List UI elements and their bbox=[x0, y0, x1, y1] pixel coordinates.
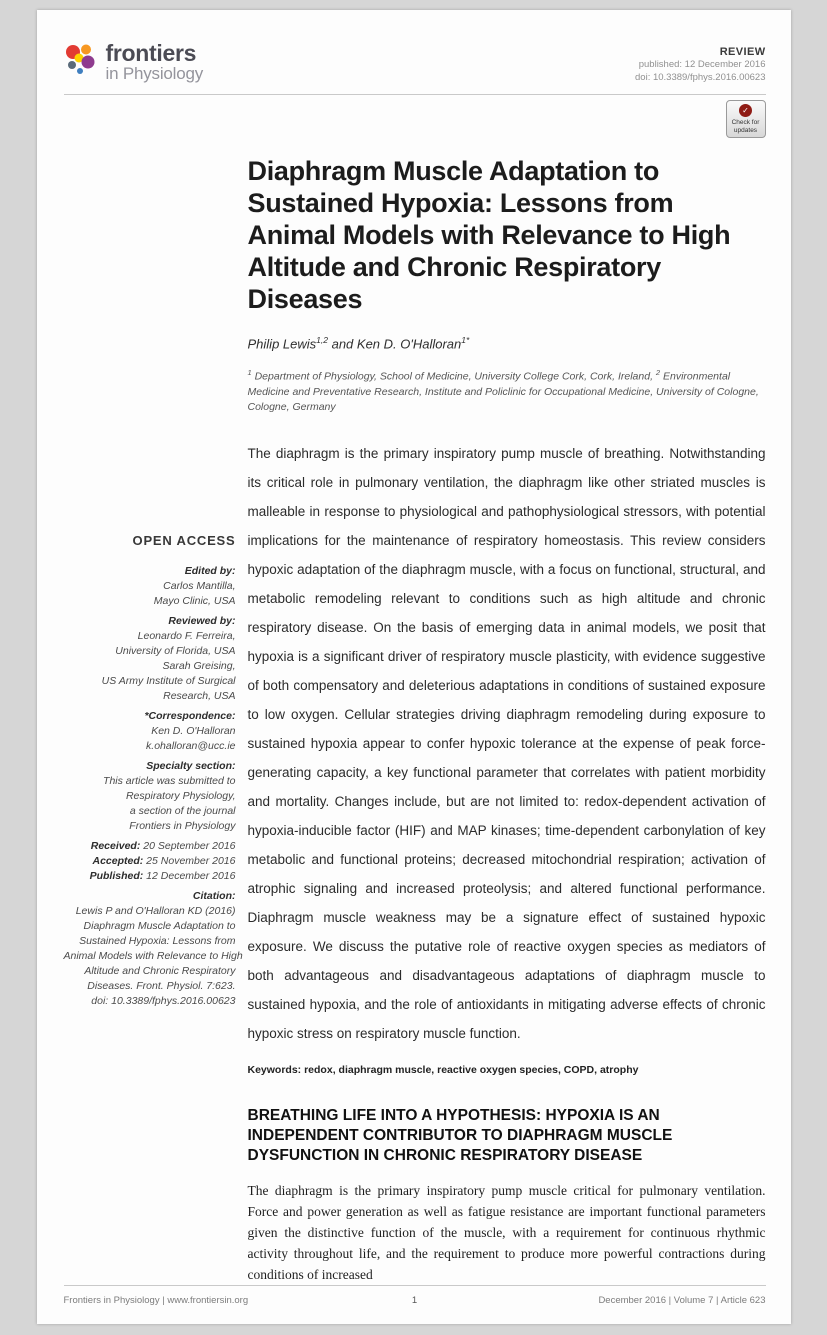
reviewer-line: Research, USA bbox=[163, 690, 236, 702]
article-title: Diaphragm Muscle Adaptation to Sustained Hypoxia: Lessons from Animal Models with Relevance to High Altitude and Chronic Respiratory Diseases bbox=[247, 156, 731, 314]
article-page bbox=[37, 10, 791, 1324]
correspondence-block bbox=[64, 709, 236, 754]
accepted-date: Accepted: 25 November 2016 bbox=[92, 855, 236, 867]
specialty-section-label: Specialty section: bbox=[146, 760, 236, 772]
footer-issue-info: December 2016 | Volume 7 | Article 623 bbox=[598, 1294, 766, 1306]
specialty-line: This article was submitted to bbox=[103, 775, 236, 787]
crossmark-label-line2: updates bbox=[733, 126, 758, 134]
editor-affiliation: Mayo Clinic, USA bbox=[153, 595, 236, 607]
footer-page-number: 1 bbox=[411, 1294, 418, 1306]
authors-connector: and bbox=[327, 336, 357, 352]
history-dates-block bbox=[64, 839, 236, 884]
crossmark-label-line1: Check for bbox=[731, 119, 760, 126]
crossmark-label bbox=[732, 119, 760, 134]
article-main-column bbox=[248, 95, 766, 1285]
keywords-line: Keywords: redox, diaphragm muscle, reactive oxygen species, COPD, atrophy bbox=[247, 1063, 639, 1076]
published-date-sidebar: Published: 12 December 2016 bbox=[89, 870, 236, 882]
specialty-section-block bbox=[64, 759, 236, 834]
body-paragraph: The diaphragm is the primary inspiratory pump muscle critical for pulmonary ventilation. Force and power generation as well as fatigue resistance are important functional parameters given the distinctive function of the muscle, with a requirement for continuous rhythmic activity throughout life, and the requirement to produce more powerful contractions during conditions of increased bbox=[247, 1182, 766, 1282]
header-meta bbox=[635, 43, 765, 84]
authors-line bbox=[248, 335, 766, 351]
frontiers-logo-icon bbox=[64, 43, 98, 79]
correspondence-name: Ken D. O'Halloran bbox=[151, 725, 236, 737]
author-name: Ken D. O'Halloran bbox=[356, 336, 462, 352]
correspondence-label: *Correspondence: bbox=[144, 710, 236, 722]
specialty-line: Frontiers in Physiology bbox=[129, 820, 236, 832]
specialty-line: Respiratory Physiology, bbox=[125, 790, 236, 802]
journal-name bbox=[105, 40, 204, 83]
reviewer-line: University of Florida, USA bbox=[115, 645, 236, 657]
page-footer bbox=[64, 1285, 766, 1324]
reviewer-line: Sarah Greising, bbox=[162, 660, 236, 672]
reviewer-line: US Army Institute of Surgical bbox=[101, 675, 236, 687]
check-for-updates-badge[interactable] bbox=[726, 100, 766, 138]
citation-line: Sustained Hypoxia: Lessons from bbox=[79, 935, 236, 947]
received-date: Received: 20 September 2016 bbox=[90, 840, 236, 852]
section-heading: BREATHING LIFE INTO A HYPOTHESIS: HYPOXIA IS AN INDEPENDENT CONTRIBUTOR TO DIAPHRAGM MUSCLE DYSFUNCTION IN CHRONIC RESPIRATORY DISEASE bbox=[247, 1106, 673, 1164]
article-type-label: REVIEW bbox=[719, 46, 766, 58]
citation-line: Diaphragm Muscle Adaptation to bbox=[83, 920, 236, 932]
author-affil-marker: 1,2 bbox=[316, 335, 328, 345]
journal-name-line2: in Physiology bbox=[105, 64, 204, 83]
reviewed-by-label: Reviewed by: bbox=[168, 615, 236, 627]
edited-by-block bbox=[64, 564, 236, 609]
citation-line: Diseases. Front. Physiol. 7:623. bbox=[87, 980, 236, 992]
citation-line: Lewis P and O'Halloran KD (2016) bbox=[75, 905, 236, 917]
citation-block bbox=[63, 889, 243, 1009]
frontiers-logo bbox=[64, 40, 204, 83]
journal-header bbox=[64, 10, 766, 95]
citation-label: Citation: bbox=[192, 890, 236, 902]
citation-line: Animal Models with Relevance to High bbox=[63, 950, 243, 962]
citation-line: doi: 10.3389/fphys.2016.00623 bbox=[91, 995, 236, 1007]
author-name: Philip Lewis bbox=[247, 336, 317, 352]
metadata-sidebar bbox=[63, 95, 243, 1285]
citation-line: Altitude and Chronic Respiratory bbox=[84, 965, 236, 977]
reviewed-by-block bbox=[64, 614, 236, 704]
published-date: published: 12 December 2016 bbox=[638, 59, 766, 70]
abstract-text: The diaphragm is the primary inspiratory pump muscle of breathing. Notwithstanding its critical role in pulmonary ventilation, the diaphragm like other striated muscles is malleable in response to physiological and pathophysiological stressors, with potential implications for the maintenance of respiratory homeostasis. This review considers hypoxic adaptation of the diaphragm muscle, with a focus on functional, structural, and metabolic remodeling relevant to conditions such as high altitude and chronic respiratory disease. On the basis of emerging data in animal models, we posit that hypoxia is a significant driver of respiratory muscle plasticity, with evidence suggestive of both compensatory and deleterious adaptations in conditions of sustained exposure to low oxygen. Cellular strategies driving diaphragm remodeling during exposure to sustained hypoxia appear to confer hypoxic tolerance at the expense of peak force-generating capacity, a key functional parameter that correlates with patient morbidity and mortality. Changes include, but are not limited to: redox-dependent activation of hypoxia-inducible factor (HIF) and MAP kinases; time-dependent carbonylation of key metabolic and functional proteins; decreased mitochondrial respiration; activation of atrophic signaling and increased proteolysis; and altered functional performance. Diaphragm muscle weakness may be a signature effect of sustained hypoxic exposure. We discuss the putative role of reactive oxygen species as mediators of both advantageous and disadvantageous adaptations of diaphragm muscle to sustained hypoxia, and the role of antioxidants in mitigating adverse effects of chronic hypoxic stress on respiratory muscle function. bbox=[247, 445, 766, 1041]
correspondence-email-link[interactable]: k.ohalloran@ucc.ie bbox=[146, 740, 236, 752]
specialty-line: a section of the journal bbox=[129, 805, 236, 817]
affiliations: $^1$ Department of Physiology, School of Medicine, University College Cork, Cork, Ireland, $^2$ Environmental Medicine and Preventative Research, Institute and Policlinic for Occupational Medicine, University of Cologne, Cologne, Germany bbox=[247, 368, 759, 413]
edited-by-label: Edited by: bbox=[184, 565, 236, 577]
editor-name: Carlos Mantilla, bbox=[163, 580, 236, 592]
author-affil-marker: 1* bbox=[461, 335, 470, 345]
open-access-label: OPEN ACCESS bbox=[132, 533, 236, 548]
footer-journal-link[interactable]: Frontiers in Physiology | www.frontiersin.org bbox=[63, 1294, 249, 1306]
reviewer-line: Leonardo F. Ferreira, bbox=[137, 630, 236, 642]
content-columns bbox=[64, 95, 766, 1285]
doi-text: doi: 10.3389/fphys.2016.00623 bbox=[635, 72, 766, 83]
journal-name-line1: frontiers bbox=[105, 40, 197, 66]
crossmark-icon bbox=[739, 104, 752, 117]
